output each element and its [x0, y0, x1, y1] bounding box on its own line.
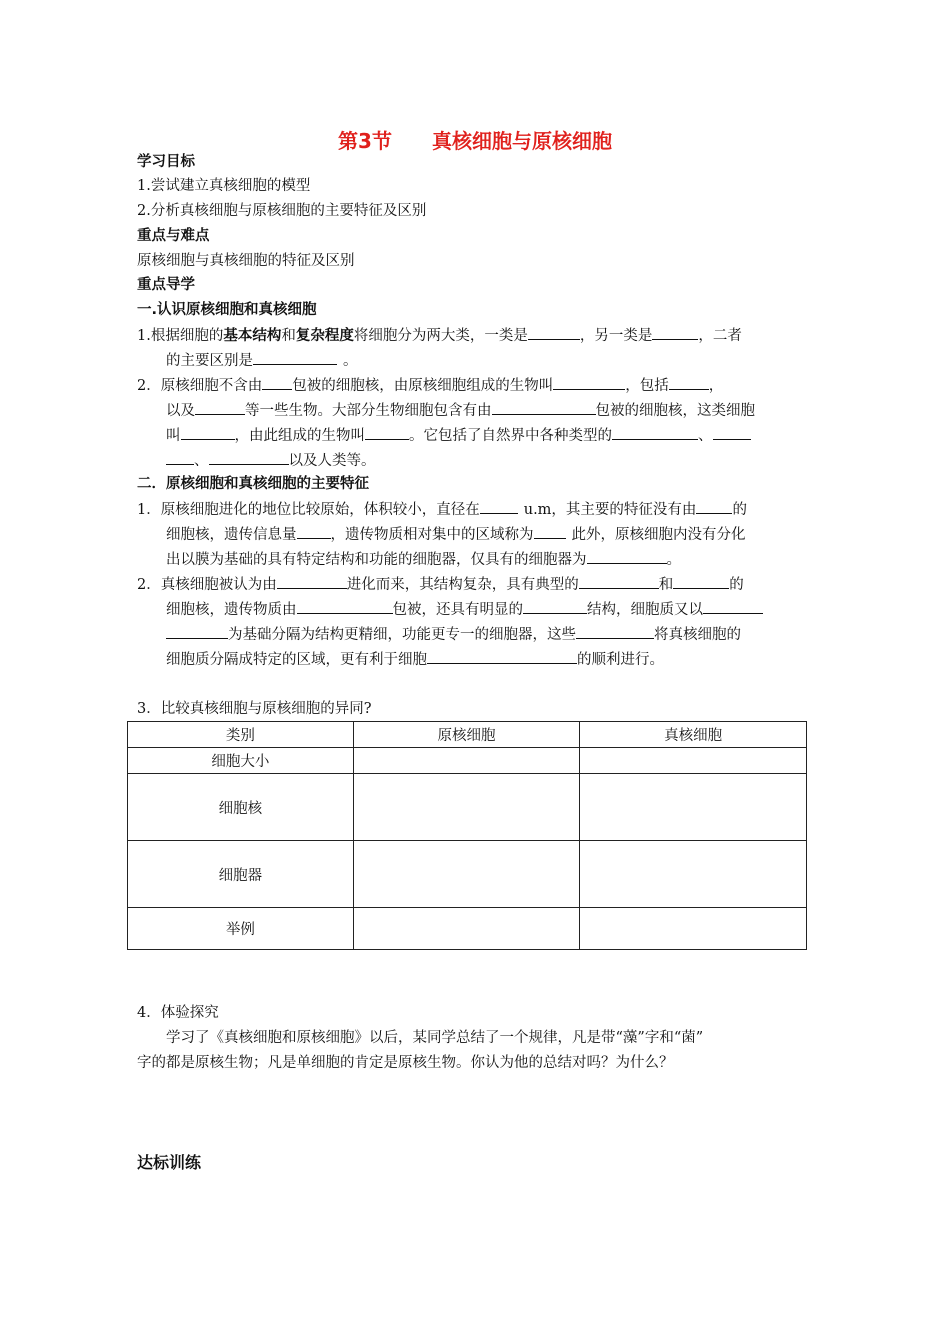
blank[interactable] — [181, 425, 235, 440]
blank[interactable] — [713, 425, 751, 440]
table-header-cell: 真核细胞 — [580, 722, 807, 748]
blank[interactable] — [277, 574, 347, 589]
blank[interactable] — [297, 524, 331, 539]
p2-line1: 2．原核细胞不含由 包被的细胞核，由原核细胞组成的生物叫 ，包括 ， — [137, 375, 723, 396]
blank[interactable] — [209, 450, 289, 465]
answer-cell[interactable] — [580, 841, 807, 908]
objective-1: 1.尝试建立真核细胞的模型 — [137, 178, 311, 194]
keypoints-text: 原核细胞与真核细胞的特征及区别 — [137, 253, 355, 269]
page-title: 第3节 真核细胞与原核细胞 — [338, 129, 612, 153]
blank[interactable] — [553, 375, 625, 390]
comparison-table — [127, 721, 807, 950]
row-label: 举例 — [128, 908, 354, 950]
heading-practice: 达标训练 — [137, 1153, 202, 1172]
blank[interactable] — [669, 375, 709, 390]
blank[interactable] — [492, 400, 596, 415]
s2p1-line3: 出以膜为基础的具有特定结构和功能的细胞器，仅具有的细胞器为 。 — [166, 549, 681, 570]
blank[interactable] — [427, 649, 577, 664]
question-3: 3．比较真核细胞与原核细胞的异同? — [137, 701, 372, 717]
p2-line3: 叫 ，由此组成的生物叫 。它包括了自然界中各种类型的 、 — [166, 425, 751, 446]
heading-guide: 重点导学 — [137, 277, 195, 293]
blank[interactable] — [612, 425, 698, 440]
table-row — [128, 908, 807, 950]
blank[interactable] — [673, 574, 729, 589]
blank[interactable] — [579, 574, 659, 589]
blank[interactable] — [652, 325, 698, 340]
s2p2-line4: 细胞质分隔成特定的区域，更有利于细胞 的顺利进行。 — [166, 649, 664, 670]
heading-keypoints: 重点与难点 — [137, 228, 210, 244]
answer-cell[interactable] — [353, 748, 580, 774]
blank[interactable] — [576, 624, 654, 639]
s2p1-line1: 1．原核细胞进化的地位比较原始，体积较小，直径在 u.m，其主要的特征没有由 的 — [137, 499, 747, 520]
blank[interactable] — [534, 524, 566, 539]
blank[interactable] — [262, 375, 292, 390]
heading-part1: 一.认识原核细胞和真核细胞 — [137, 302, 317, 318]
p2-line2: 以及 等一些生物。大部分生物细胞包含有由 包被的细胞核，这类细胞 — [166, 400, 755, 421]
question-4-title: 4．体验探究 — [137, 1005, 219, 1021]
answer-cell[interactable] — [353, 841, 580, 908]
p2-line4: 、 以及人类等。 — [166, 450, 376, 471]
objective-2: 2.分析真核细胞与原核细胞的主要特征及区别 — [137, 203, 427, 219]
answer-cell[interactable] — [353, 908, 580, 950]
blank[interactable] — [365, 425, 409, 440]
answer-cell[interactable] — [580, 908, 807, 950]
s2p2-line3: 为基础分隔为结构更精细，功能更专一的细胞器，这些 将真核细胞的 — [166, 624, 741, 645]
heading-objectives: 学习目标 — [137, 154, 195, 170]
table-header-cell: 原核细胞 — [353, 722, 580, 748]
blank[interactable] — [297, 599, 393, 614]
table-row — [128, 841, 807, 908]
row-label: 细胞核 — [128, 774, 354, 841]
p1-line2: 的主要区别是 。 — [166, 350, 358, 371]
blank[interactable] — [703, 599, 763, 614]
blank[interactable] — [523, 599, 587, 614]
blank[interactable] — [253, 350, 337, 365]
s2p1-line2: 细胞核，遗传信息量 ，遗传物质相对集中的区域称为 此外，原核细胞内没有分化 — [166, 524, 746, 545]
row-label: 细胞器 — [128, 841, 354, 908]
p1-line1: 1.根据细胞的基本结构和复杂程度将细胞分为两大类，一类是 ，另一类是 ，二者 — [137, 327, 742, 344]
blank[interactable] — [166, 450, 194, 465]
blank[interactable] — [480, 499, 518, 514]
blank[interactable] — [528, 325, 580, 340]
answer-cell[interactable] — [580, 774, 807, 841]
blank[interactable] — [696, 499, 732, 514]
heading-part2: 二．原核细胞和真核细胞的主要特征 — [137, 476, 369, 492]
s2p2-line1: 2．真核细胞被认为由 进化而来，其结构复杂，具有典型的 和 的 — [137, 574, 744, 595]
blank[interactable] — [166, 624, 228, 639]
s2p2-line2: 细胞核，遗传物质由 包被，还具有明显的 结构，细胞质又以 — [166, 599, 763, 620]
answer-cell[interactable] — [580, 748, 807, 774]
table-row — [128, 748, 807, 774]
blank[interactable] — [195, 400, 245, 415]
answer-cell[interactable] — [353, 774, 580, 841]
table-header-cell: 类别 — [128, 722, 354, 748]
table-row — [128, 774, 807, 841]
question-4-line2: 字的都是原核生物；凡是单细胞的肯定是原核生物。你认为他的总结对吗？为什么？ — [137, 1055, 674, 1071]
blank[interactable] — [587, 549, 667, 564]
question-4-line1: 学习了《真核细胞和原核细胞》以后，某同学总结了一个规律，凡是带“藻”字和“菌” — [166, 1030, 704, 1046]
row-label: 细胞大小 — [128, 748, 354, 774]
